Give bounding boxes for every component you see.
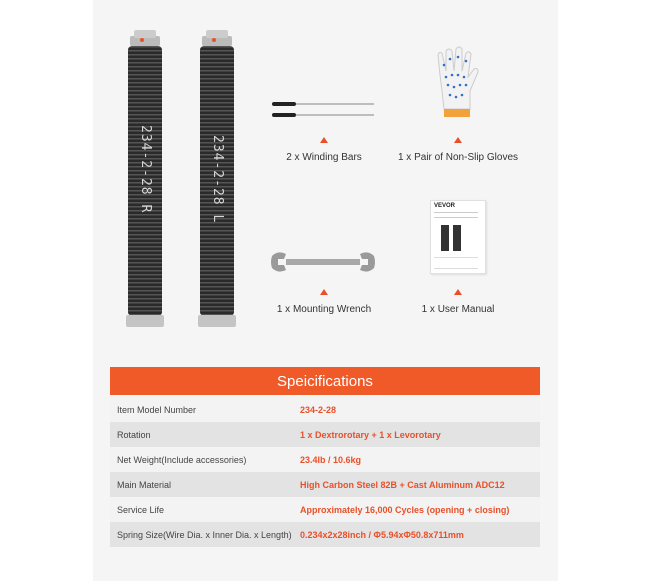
gloves-label: 1 x Pair of Non-Slip Gloves xyxy=(397,152,519,163)
spec-value: 0.234x2x28inch / Φ5.94xΦ50.8x711mm xyxy=(300,529,464,540)
spec-value: 1 x Dextrorotary + 1 x Levorotary xyxy=(300,429,441,440)
winding-bars-arrow-icon xyxy=(320,137,328,143)
winding-bars-icon xyxy=(272,98,376,122)
wrench-label: 1 x Mounting Wrench xyxy=(276,304,372,315)
spec-row-spring-size xyxy=(110,522,540,547)
manual-text-icon xyxy=(434,257,478,269)
spec-row-service-life xyxy=(110,497,540,522)
specifications-title: Speicifications xyxy=(110,367,540,395)
spec-value: 234-2-28 xyxy=(300,404,337,415)
manual-label: 1 x User Manual xyxy=(421,304,495,315)
manual-image2-icon xyxy=(453,225,461,251)
spec-value: 23.4lb / 10.6kg xyxy=(300,454,362,465)
manual-lines-icon xyxy=(434,212,478,218)
spec-key: Item Model Number xyxy=(117,404,197,415)
gloves-arrow-icon xyxy=(454,137,462,143)
manual-arrow-icon xyxy=(454,289,462,295)
spec-row-weight xyxy=(110,447,540,472)
spec-row-rotation xyxy=(110,422,540,447)
spec-value: High Carbon Steel 82B + Cast Aluminum ADC12 xyxy=(300,479,505,490)
spec-key: Rotation xyxy=(117,429,151,440)
right-spring-label: 234-2-28 L xyxy=(210,135,225,224)
manual-image-icon xyxy=(441,225,449,251)
spec-key: Main Material xyxy=(117,479,172,490)
spec-key: Net Weight(Include accessories) xyxy=(117,454,247,465)
spec-value: Approximately 16,000 Cycles (opening + closing) xyxy=(300,504,510,515)
winding-bars-label: 2 x Winding Bars xyxy=(286,152,362,163)
wrench-arrow-icon xyxy=(320,289,328,295)
left-spring-label: 234-2-28 R xyxy=(138,125,153,214)
manual-brand: VEVOR xyxy=(434,203,456,209)
gloves-icon xyxy=(432,45,482,123)
spec-key: Spring Size(Wire Dia. x Inner Dia. x Length) xyxy=(117,529,292,540)
wrench-icon xyxy=(270,250,376,274)
spec-row-material xyxy=(110,472,540,497)
spec-key: Service Life xyxy=(117,504,165,515)
manual-icon xyxy=(430,200,486,274)
spec-row-model xyxy=(110,397,540,422)
